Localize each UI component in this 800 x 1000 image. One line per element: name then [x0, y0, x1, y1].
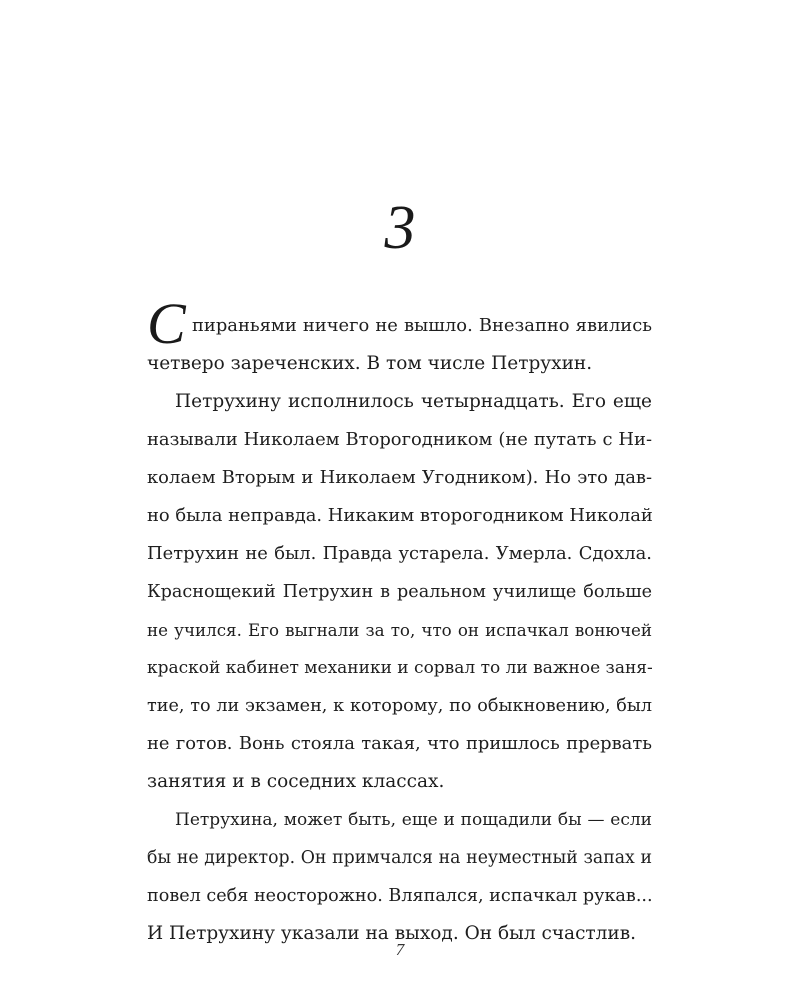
paragraph-3-line-4: И Петрухину указали на выход. Он был счастлив.: [147, 923, 637, 944]
paragraph-3-line-2: бы не директор. Он примчался на неуместный запах и: [147, 848, 652, 868]
paragraph-1-line-2: четверо зареченских. В том числе Петрухин.: [147, 353, 593, 374]
paragraph-2-line-2: называли Николаем Второгодником (не путать с Ни-: [147, 429, 652, 450]
chapter-text: [147, 291, 653, 953]
paragraph-2: [147, 383, 652, 801]
paragraph-2-line-10: не готов. Вонь стояла такая, что пришлось прервать: [147, 733, 652, 754]
paragraph-2-line-5: Петрухин не был. Правда устарела. Умерла. Сдохла.: [147, 543, 652, 564]
paragraph-3-line-3: повел себя неосторожно. Вляпался, испачкал рукав...: [147, 886, 653, 906]
drop-cap: С: [147, 291, 186, 356]
chapter-number: 3: [384, 194, 416, 262]
paragraph-2-line-1: Петрухину исполнилось четырнадцать. Его еще: [175, 391, 652, 412]
paragraph-1: [147, 291, 652, 383]
paragraph-2-line-6: Краснощекий Петрухин в реальном училище больше: [147, 582, 652, 602]
paragraph-3: [147, 801, 652, 953]
paragraph-2-line-3: колаем Вторым и Николаем Угодником). Но это дав-: [147, 467, 652, 488]
paragraph-2-line-11: занятия и в соседних классах.: [147, 771, 445, 792]
paragraph-2-line-4: но была неправда. Никаким второгодником Николай: [147, 505, 653, 526]
paragraph-1-line-1-text: пираньями ничего не вышло. Внезапно явились: [192, 315, 652, 336]
paragraph-1-line-1: [147, 291, 652, 356]
paragraph-2-line-7: не учился. Его выгнали за то, что он испачкал вонючей: [147, 620, 652, 640]
paragraph-3-line-1: Петрухина, может быть, еще и пощадили бы — если: [175, 810, 652, 830]
paragraph-2-line-8: краской кабинет механики и сорвал то ли важное заня-: [147, 658, 653, 678]
paragraph-2-line-9: тие, то ли экзамен, к которому, по обыкновению, был: [147, 696, 652, 716]
page-number: 7: [395, 940, 405, 959]
